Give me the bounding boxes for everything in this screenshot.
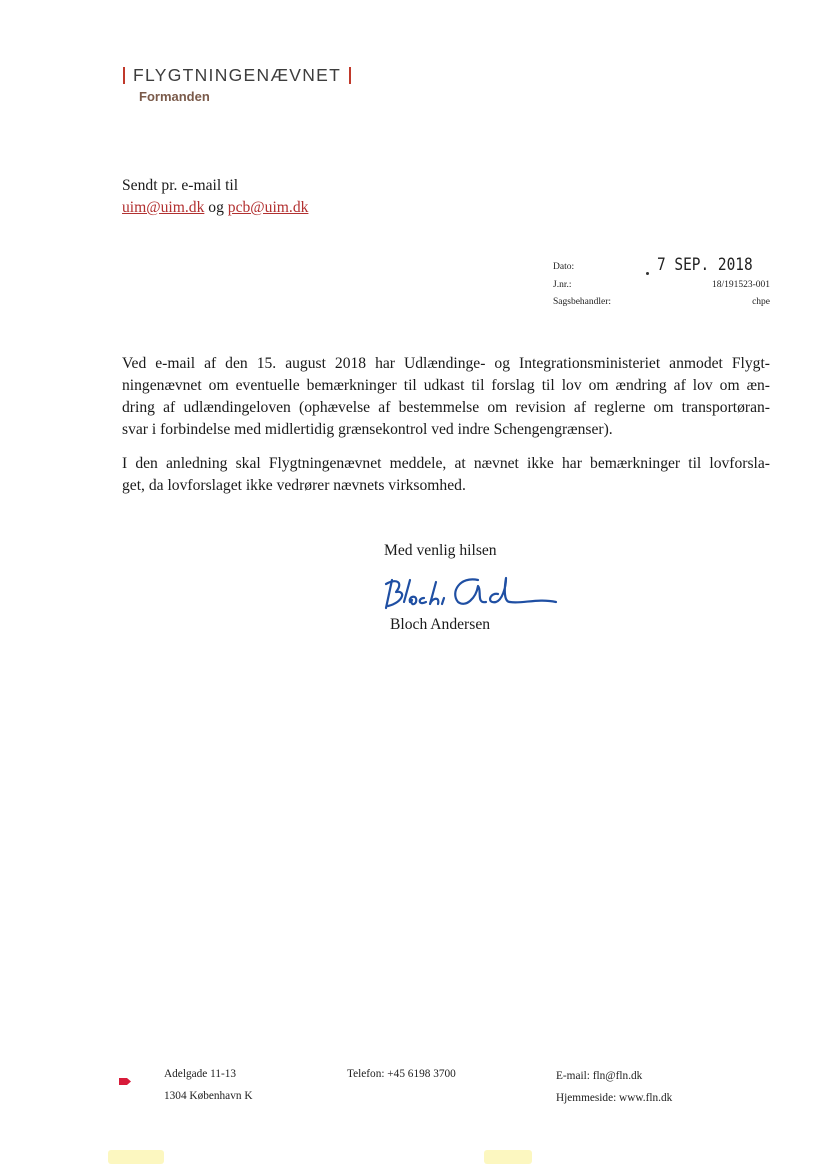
- handler-label: Sagsbehandler:: [553, 297, 612, 307]
- date-stamp: 7 SEP. 2018: [657, 255, 753, 275]
- scan-smudge-left: [108, 1150, 164, 1164]
- handwritten-signature: [378, 572, 568, 622]
- logo-left-bar: [123, 67, 125, 84]
- footer-phone: Telefon: +45 6198 3700: [347, 1068, 456, 1080]
- body-paragraph-2: [122, 453, 770, 497]
- recipient-connector: og: [208, 199, 224, 216]
- jnr-label: J.nr.:: [553, 280, 572, 290]
- address-line-1: Adelgade 11-13: [164, 1068, 237, 1080]
- signatory-name: Bloch Andersen: [390, 616, 491, 633]
- org-subtitle: Formanden: [139, 89, 210, 104]
- paragraph-1-line-1: Ved e-mail af den 15. august 2018 har Udlændinge- og Integrationsministeriet anmodet Flygt-: [122, 355, 770, 372]
- paragraph-1-line-2: ningenævnet om eventuelle bemærkninger til udkast til forslag til lov om ændring af lov om æn-: [122, 377, 770, 394]
- paragraph-1-line-3: dring af udlændingeloven (ophævelse af bestemmelse om revision af reglerne om transportøran-: [122, 399, 770, 416]
- jnr-value: 18/191523-001: [711, 280, 770, 290]
- logo-right-bar: [349, 67, 351, 84]
- stamp-dot: [646, 272, 649, 275]
- footer-address: [164, 1063, 252, 1107]
- paragraph-2-line-2: get, da lovforslaget ikke vedrører nævnets virksomhed.: [122, 477, 466, 494]
- footer-contact: [556, 1065, 672, 1109]
- recipient-emails: [122, 197, 308, 219]
- paragraph-2-line-1: I den anledning skal Flygtningenævnet meddele, at nævnet ikke har bemærkninger til lovforsla-: [122, 455, 770, 472]
- footer-email: E-mail: fln@fln.dk: [556, 1070, 643, 1082]
- recipient-intro: Sendt pr. e-mail til: [122, 177, 239, 194]
- closing-greeting: Med venlig hilsen: [384, 542, 497, 559]
- scan-smudge-right: [484, 1150, 532, 1164]
- email-link-uim[interactable]: uim@uim.dk: [122, 199, 205, 216]
- org-logo: [123, 66, 351, 84]
- arrow-marker-icon: [119, 1072, 131, 1079]
- paragraph-1-line-4: svar i forbindelse med midlertidig grænsekontrol ved indre Schengengrænser).: [122, 421, 613, 438]
- date-label: Dato:: [553, 262, 575, 272]
- recipient-block: [122, 175, 308, 219]
- footer-website: Hjemmeside: www.fln.dk: [556, 1092, 673, 1104]
- email-link-pcb[interactable]: pcb@uim.dk: [227, 199, 309, 216]
- body-paragraph-1: [122, 353, 770, 441]
- org-name: FLYGTNINGENÆVNET: [133, 65, 342, 85]
- address-line-2: 1304 København K: [164, 1090, 253, 1102]
- handler-value: chpe: [752, 297, 770, 307]
